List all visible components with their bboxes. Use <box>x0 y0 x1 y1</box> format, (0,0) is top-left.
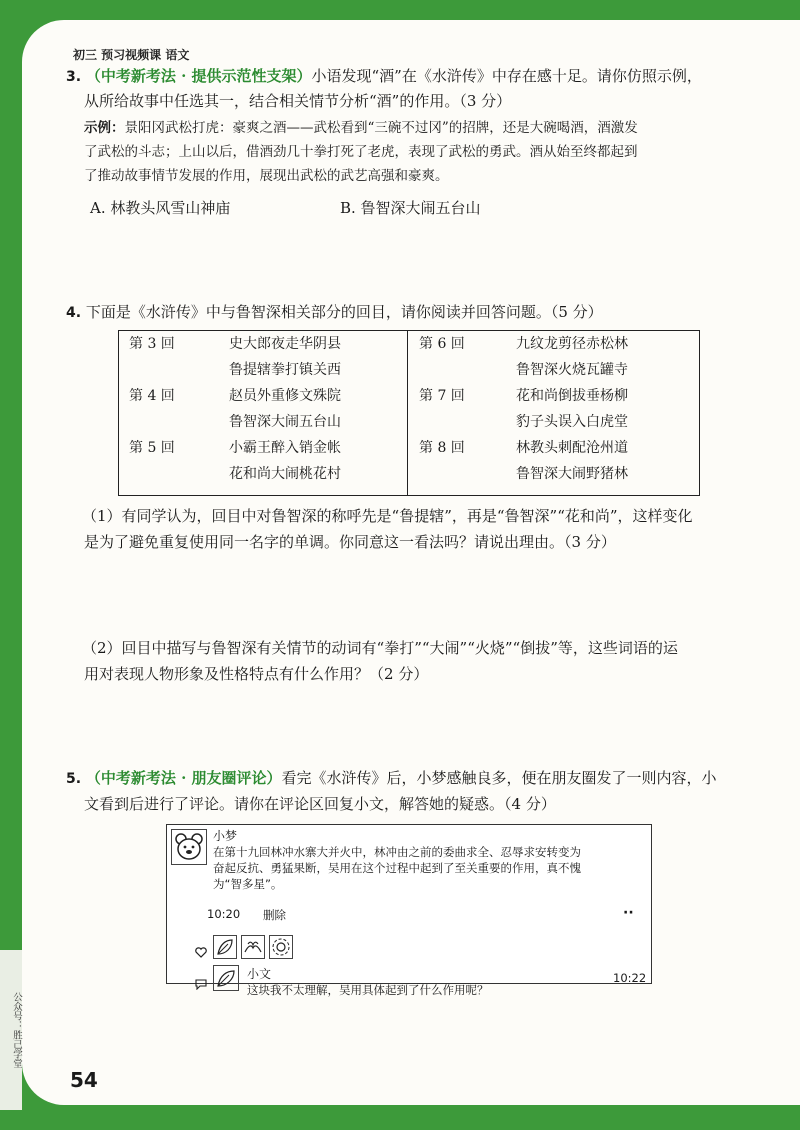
q3-stem-1: 小语发现“酒”在《水浒传》中存在感十足。请你仿照示例， <box>311 67 702 85</box>
q5-number: 5. <box>66 771 82 787</box>
table-row: 第 4 回 赵员外重修文殊院 <box>129 388 341 404</box>
chapter-table <box>118 330 700 496</box>
q3-stem-2: 从所给故事中任选其一，结合相关情节分析“酒”的作用。（3 分） <box>84 92 512 110</box>
q3-example-2: 了武松的斗志；上山以后，借酒劲几十拳打死了老虎，表现了武松的勇武。酒从始至终都起到 <box>84 144 638 160</box>
q4-sub2-1: （2）回目中描写与鲁智深有关情节的动词有“拳打”“大闹”“火烧”“倒拔”等，这些词语的运 <box>82 639 678 657</box>
table-row: 第 6 回 九纹龙剪径赤松林 <box>419 336 628 352</box>
table-row: 鲁智深大闹五台山 <box>229 414 341 430</box>
q4-line1 <box>66 302 603 323</box>
table-row: 鲁提辖拳打镇关西 <box>229 362 341 378</box>
comment-text: 这块我不太理解，吴用具体起到了什么作用呢？ <box>247 983 489 997</box>
q4-number: 4. <box>66 305 82 321</box>
q3-line1 <box>66 66 702 87</box>
post-text: 在第十九回林冲水寨大并火中，林冲由之前的委曲求全、忍辱求安转变为 奋起反抗、勇猛果断，吴用在这个过程中起到了至关重要的作用，真不愧 为“智多星”。 <box>213 845 581 891</box>
chapter-table-right <box>419 331 628 487</box>
page <box>22 20 800 1105</box>
q5-stem-1: 看完《水浒传》后，小梦感触良多，便在朋友圈发了一则内容，小 <box>281 769 717 787</box>
table-divider <box>407 331 408 495</box>
table-row: 第 5 回 小霸王醉入销金帐 <box>129 440 341 456</box>
post-time: 10:20 <box>207 907 241 921</box>
heart-icon <box>195 943 207 962</box>
commenter-avatar[interactable] <box>213 965 239 991</box>
q3-example-3: 了推动故事情节发展的作用，展现出武松的武艺高强和豪爽。 <box>84 168 449 184</box>
q4-stem: 下面是《水浒传》中与鲁智深相关部分的回目，请你阅读并回答问题。（5 分） <box>85 303 603 321</box>
table-row: 鲁智深火烧瓦罐寺 <box>516 362 628 378</box>
q3-tag: （中考新考法 · 提供示范性支架） <box>85 67 312 85</box>
table-row: 第 8 回 林教头刺配沧州道 <box>419 440 628 456</box>
flower-icon <box>242 936 264 958</box>
sunflower-icon <box>270 936 292 958</box>
q3-option-b: B. 鲁智深大闹五台山 <box>340 199 481 217</box>
q3-option-a: A. 林教头风雪山神庙 <box>90 199 231 217</box>
table-row: 豹子头误入白虎堂 <box>516 414 628 430</box>
liker-avatar-1[interactable] <box>213 935 237 959</box>
page-header: 初三 预习视频课 语文 <box>73 48 190 62</box>
liker-avatar-3[interactable] <box>269 935 293 959</box>
q4-sub1-1: （1）有同学认为，回目中对鲁智深的称呼先是“鲁提辖”，再是“鲁智深”“花和尚”，这样变化 <box>82 507 693 525</box>
comment-author[interactable]: 小文 <box>247 967 272 981</box>
avatar <box>171 829 207 865</box>
q4-sub1-2: 是为了避免重复使用同一名字的单调。你同意这一看法吗？请说出理由。（3 分） <box>84 533 616 551</box>
table-row: 花和尚大闹桃花村 <box>229 466 341 482</box>
q5-tag: （中考新考法 · 朋友圈评论） <box>85 769 282 787</box>
watermark-side-text: 公众号：胜己学堂 <box>0 950 22 1110</box>
more-icon[interactable]: ·· <box>623 905 634 921</box>
comment-icon <box>195 975 207 994</box>
q3-example-label: 示例： <box>84 120 125 136</box>
delete-link[interactable]: 删除 <box>263 908 286 922</box>
table-row: 鲁智深大闹野猪林 <box>516 466 628 482</box>
q3-number: 3. <box>66 69 82 85</box>
q5-line1 <box>66 768 717 789</box>
chapter-table-left <box>129 331 341 487</box>
liker-avatar-2[interactable] <box>241 935 265 959</box>
q3-example-1: 示例：景阳冈武松打虎：豪爽之酒——武松看到“三碗不过冈”的招牌，还是大碗喝酒，酒激发 <box>84 120 638 136</box>
table-row: 第 3 回 史大郎夜走华阴县 <box>129 336 341 352</box>
post-author[interactable]: 小梦 <box>213 829 238 843</box>
page-number: 54 <box>70 1068 98 1092</box>
moments-card <box>166 824 652 997</box>
bear-avatar-icon <box>172 830 206 864</box>
q5-stem-2: 文看到后进行了评论。请你在评论区回复小文，解答她的疑惑。（4 分） <box>84 795 556 813</box>
leaf-icon <box>214 966 238 990</box>
table-row: 第 7 回 花和尚倒拔垂杨柳 <box>419 388 628 404</box>
comment-time: 10:22 <box>613 971 647 985</box>
q4-sub2-2: 用对表现人物形象及性格特点有什么作用？（2 分） <box>84 665 429 683</box>
leaf-icon <box>214 936 236 958</box>
